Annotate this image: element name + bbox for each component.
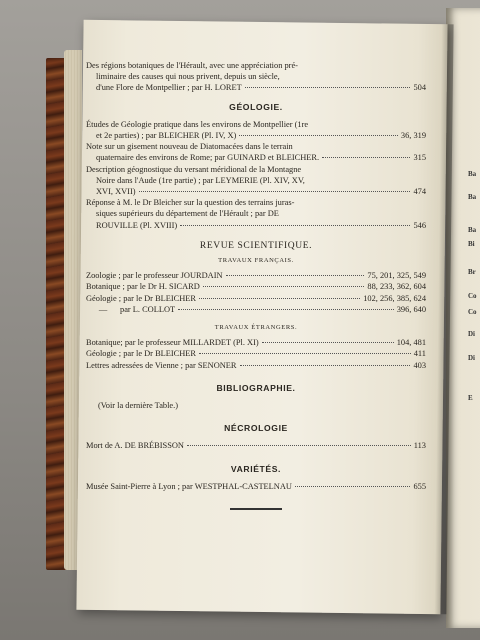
entry-text: Des régions botaniques de l'Hérault, avec une appréciation pré- <box>86 61 298 70</box>
entry-text: Réponse à M. le Dr Bleicher sur la question des terrains juras- <box>86 198 295 208</box>
entry-text: Zoologie ; par le professeur JOURDAIN <box>86 271 223 281</box>
subheading-travaux-etrangers: TRAVAUX ÉTRANGERS. <box>214 324 298 332</box>
dot-leader <box>239 135 398 136</box>
dot-leader <box>226 275 365 276</box>
section-heading-bibliographie: BIBLIOGRAPHIE. <box>216 382 296 393</box>
dot-leader <box>240 365 411 366</box>
page-numbers: 104, 481 <box>396 338 426 348</box>
dot-leader <box>295 486 411 487</box>
facing-page-text: Ba <box>468 226 477 234</box>
entry-text: Description géognostique du versant méridional de la Montagne <box>86 164 302 174</box>
facing-page-text: Di <box>468 330 475 338</box>
page-numbers: 315 <box>413 153 426 163</box>
entry-text: Musée Saint-Pierre à Lyon ; par WESTPHAL-CASTELNAU <box>86 481 292 491</box>
entry-text: Note sur un gisement nouveau de Diatomacées dans le terrain <box>86 142 293 152</box>
entry-text: par L. COLLOT <box>120 304 176 314</box>
page-numbers: 102, 256, 385, 624 <box>363 293 426 303</box>
facing-page-text: Br <box>468 268 476 276</box>
page-numbers: 546 <box>413 220 426 230</box>
toc-entry <box>86 293 426 304</box>
facing-page-text: Di <box>468 354 475 362</box>
section-heading-geologie: GÉOLOGIE. <box>229 101 283 112</box>
dot-leader <box>187 445 411 446</box>
toc-entry <box>86 304 426 315</box>
entry-row <box>86 130 426 141</box>
toc-entry <box>86 440 426 451</box>
entry-text: siques supérieurs du département de l'Hérault ; par DE <box>96 209 279 219</box>
dot-leader <box>262 342 394 343</box>
entry-text: d'une Flore de Montpellier ; par H. LORET <box>96 83 242 93</box>
dot-leader <box>199 298 360 299</box>
entry-text: Géologie ; par le Dr BLEICHER <box>86 349 197 359</box>
page-numbers: 75, 201, 325, 549 <box>367 271 426 281</box>
entry-text: Études de Géologie pratique dans les environs de Montpellier (1re <box>86 119 309 129</box>
toc-entry <box>86 481 426 492</box>
entry-row <box>86 152 426 163</box>
entry-text: et 2e parties) ; par BLEICHER (Pl. IV, X) <box>96 131 237 141</box>
toc-entry <box>86 141 426 163</box>
dot-leader <box>139 191 411 192</box>
page-numbers: 36, 319 <box>400 131 426 141</box>
page-numbers: 504 <box>413 83 426 93</box>
page-numbers: 655 <box>413 481 426 491</box>
page-numbers: 113 <box>413 441 426 451</box>
subheading-travaux-francais: TRAVAUX FRANÇAIS. <box>218 257 294 265</box>
entry-text: Noire dans l'Aude (1re partie) ; par LEYMERIE (Pl. XIV, XV, <box>96 175 305 185</box>
page-numbers: 396, 640 <box>396 304 426 314</box>
ditto-dash: — <box>98 304 108 314</box>
entry-text: Botanique ; par le Dr H. SICARD <box>86 282 200 292</box>
dot-leader <box>199 353 411 354</box>
dot-leader <box>322 157 410 158</box>
entry-row <box>86 82 426 93</box>
page-numbers: 411 <box>413 349 426 359</box>
page-numbers: 474 <box>413 187 426 197</box>
toc-entry <box>86 270 426 281</box>
section-heading-varietes: VARIÉTÉS. <box>230 463 282 474</box>
entry-text: ROUVILLE (Pl. XVIII) <box>96 220 178 230</box>
entry-row <box>86 186 426 197</box>
toc-entry <box>86 337 426 348</box>
entry-text: Lettres adressées de Vienne ; par SENONER <box>86 360 237 370</box>
page-numbers: 403 <box>413 360 426 370</box>
entry-text: Géologie ; par le Dr BLEICHER <box>86 293 197 303</box>
facing-page-text: Ba <box>468 193 477 201</box>
bibliographie-note: (Voir la dernière Table.) <box>98 401 179 411</box>
page-numbers: 88, 233, 362, 604 <box>367 282 426 292</box>
toc-entry <box>86 348 426 359</box>
section-heading-revue: REVUE SCIENTIFIQUE. <box>199 240 313 251</box>
toc-entry <box>86 281 426 292</box>
closing-rule <box>230 508 282 510</box>
facing-page-text: Ba <box>468 170 477 178</box>
entry-text: Botanique; par le professeur MILLARDET (Pl. XI) <box>86 338 259 348</box>
table-of-contents <box>86 60 426 510</box>
toc-entry <box>86 119 426 141</box>
entry-text: Mort de A. DE BRÉBISSON <box>86 441 184 451</box>
facing-page-text: E <box>468 394 473 402</box>
toc-entry <box>86 360 426 371</box>
facing-page-text: Co <box>468 292 477 300</box>
dot-leader <box>178 309 394 310</box>
toc-entry <box>86 60 426 94</box>
entry-text: quaternaire des environs de Rome; par GUINARD et BLEICHER. <box>96 153 320 163</box>
dot-leader <box>203 286 365 287</box>
dot-leader <box>245 87 411 88</box>
facing-page-text: Co <box>468 308 477 316</box>
entry-text: XVI, XVII) <box>96 187 136 197</box>
entry-row <box>86 220 426 231</box>
section-heading-necrologie: NÉCROLOGIE <box>224 423 288 434</box>
toc-entry <box>86 197 426 231</box>
toc-entry <box>86 164 426 198</box>
dot-leader <box>180 225 410 226</box>
facing-page-text: Bi <box>468 240 475 248</box>
entry-text: liminaire des causes qui nous privent, depuis un siècle, <box>96 72 280 82</box>
